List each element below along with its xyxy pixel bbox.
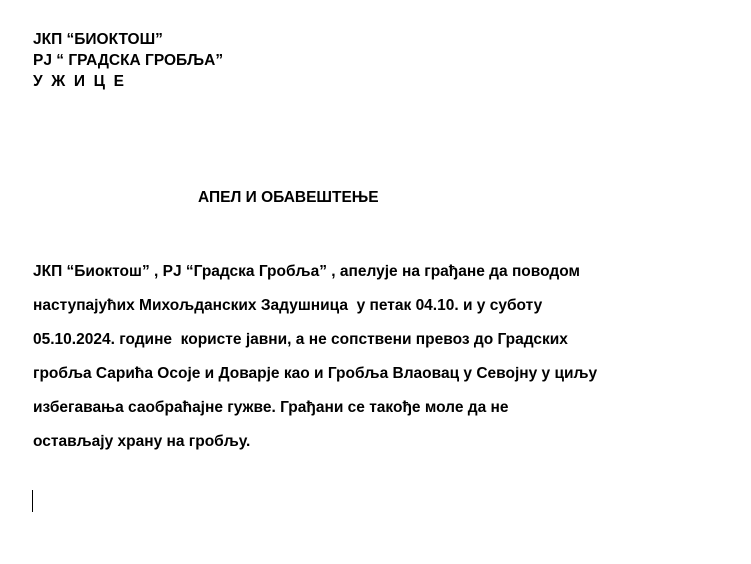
organization-name: ЈКП “БИОКТОШ”: [33, 31, 163, 48]
body-line: остављају храну на гробљу.: [33, 433, 251, 450]
body-line: гробља Сарића Осоје и Доварје као и Гробља Влаовац у Севојну у циљу: [33, 365, 598, 382]
body-line: избегавања саобраћајне гужве. Грађани се такође моле да не: [33, 399, 509, 416]
body-line: ЈКП “Биоктош” , РЈ “Градска Гробља” , апелује на грађане да поводом: [33, 263, 580, 280]
body-line: 05.10.2024. године користе јавни, а не сопствени превоз до Градских: [33, 331, 568, 348]
text-cursor[interactable]: [32, 490, 33, 512]
document-title: АПЕЛ И ОБАВЕШТЕЊЕ: [198, 189, 379, 206]
organization-city: У Ж И Ц Е: [33, 73, 124, 90]
document-body[interactable]: [33, 255, 733, 459]
organization-unit: РЈ “ ГРАДСКА ГРОБЉА”: [33, 52, 224, 69]
body-line: наступајућих Михољданских Задушница у петак 04.10. и у суботу: [33, 297, 543, 314]
letterhead: [33, 29, 223, 92]
